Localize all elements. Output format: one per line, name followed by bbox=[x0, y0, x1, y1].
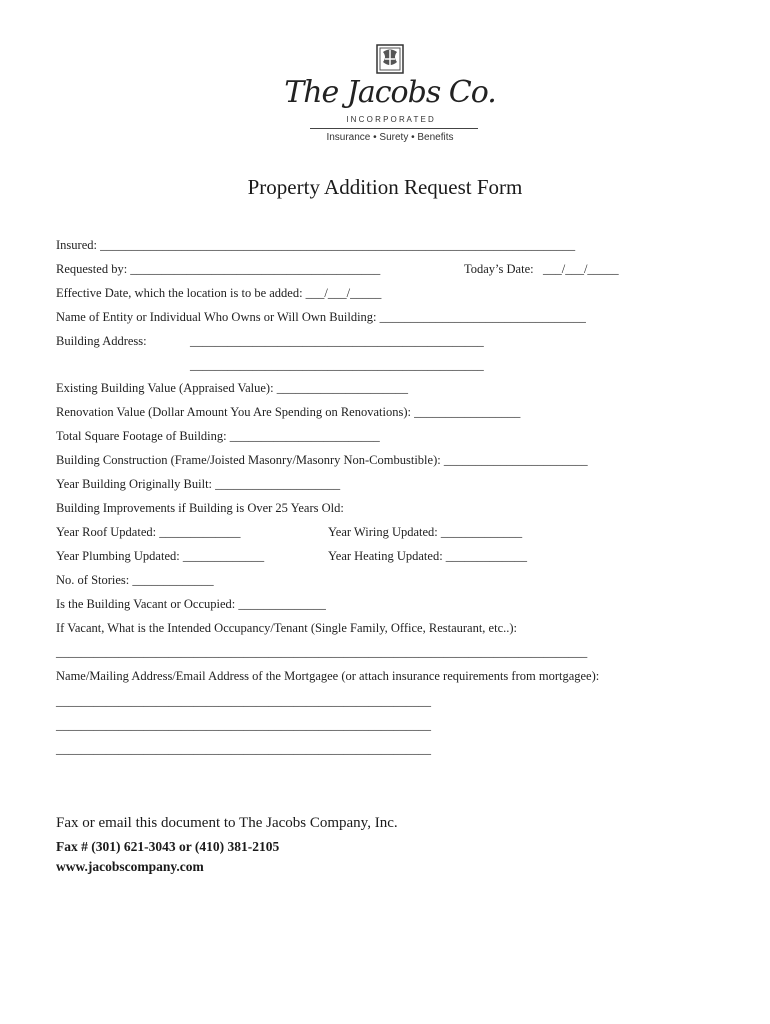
company-logo bbox=[280, 42, 500, 150]
construction-field[interactable]: Building Construction (Frame/Joisted Masonry/Masonry Non-Combustible): _______________________ bbox=[56, 453, 588, 467]
logo-incorporated: I N C O R P O R A T E D bbox=[346, 115, 434, 124]
requested-by-field[interactable]: Requested by: ________________________________________ bbox=[56, 262, 381, 276]
form-title: Property Addition Request Form bbox=[247, 175, 523, 199]
year-built-field[interactable]: Year Building Originally Built: ____________________ bbox=[56, 477, 341, 491]
footer-website-link[interactable]: www.jacobscompany.com bbox=[56, 859, 204, 874]
footer-instructions: Fax or email this document to The Jacobs Company, Inc. bbox=[56, 815, 398, 831]
effective-date-field[interactable]: Effective Date, which the location is to be added: ___/___/_____ bbox=[56, 286, 382, 300]
mortgagee-line-2[interactable]: ____________________________________________________________ bbox=[56, 718, 431, 732]
mortgagee-label: Name/Mailing Address/Email Address of the Mortgagee (or attach insurance requirements from mortgagee): bbox=[56, 669, 600, 683]
stories-field[interactable]: No. of Stories: _____________ bbox=[56, 573, 214, 587]
year-roof-field[interactable]: Year Roof Updated: _____________ bbox=[56, 525, 241, 539]
vacant-occupied-field[interactable]: Is the Building Vacant or Occupied: ______________ bbox=[56, 597, 326, 611]
year-plumbing-field[interactable]: Year Plumbing Updated: _____________ bbox=[56, 549, 265, 563]
improvements-heading: Building Improvements if Building is Over 25 Years Old: bbox=[56, 501, 344, 515]
ornamental-seal-icon bbox=[376, 44, 404, 74]
todays-date-field[interactable]: Today’s Date: ___/___/_____ bbox=[464, 262, 619, 276]
year-heating-field[interactable]: Year Heating Updated: _____________ bbox=[328, 549, 528, 563]
square-footage-field[interactable]: Total Square Footage of Building: ________________________ bbox=[56, 429, 380, 443]
mortgagee-line-1[interactable]: ____________________________________________________________ bbox=[56, 694, 431, 708]
logo-wordmark: The Jacobs Co. bbox=[284, 75, 496, 110]
logo-divider bbox=[310, 128, 478, 129]
renovation-value-field[interactable]: Renovation Value (Dollar Amount You Are Spending on Renovations): _________________ bbox=[56, 405, 521, 419]
logo-tagline: Insurance • Surety • Benefits bbox=[326, 132, 454, 143]
year-wiring-field[interactable]: Year Wiring Updated: _____________ bbox=[328, 525, 523, 539]
building-address-line-1[interactable]: _______________________________________________ bbox=[190, 334, 484, 348]
mortgagee-line-3[interactable]: ____________________________________________________________ bbox=[56, 742, 431, 756]
intended-occupancy-label: If Vacant, What is the Intended Occupancy/Tenant (Single Family, Office, Restaurant, etc..): bbox=[56, 621, 518, 635]
owner-entity-field[interactable]: Name of Entity or Individual Who Owns or Will Own Building: _________________________________ bbox=[56, 310, 586, 324]
building-address-label: Building Address: bbox=[56, 334, 147, 348]
footer-fax-numbers: Fax # (301) 621-3043 or (410) 381-2105 bbox=[56, 839, 280, 854]
insured-field[interactable]: Insured: ____________________________________________________________________________ bbox=[56, 238, 576, 252]
building-address-line-2[interactable]: _______________________________________________ bbox=[190, 358, 484, 372]
intended-occupancy-line[interactable]: _____________________________________________________________________________________ bbox=[56, 645, 588, 659]
existing-value-field[interactable]: Existing Building Value (Appraised Value): _____________________ bbox=[56, 381, 408, 395]
